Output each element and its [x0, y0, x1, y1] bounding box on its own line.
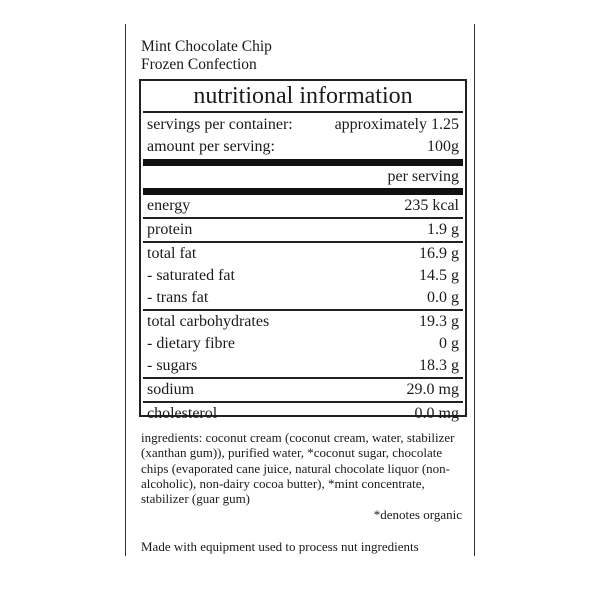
nutrient-label: - dietary fibre	[147, 335, 235, 352]
nutrient-label: cholesterol	[147, 405, 218, 422]
ingredients-list: ingredients: coconut cream (coconut cream, water, stabilizer (xanthan gum)), purified water, *coconut sugar, chocolate chips (evaporated cane juice, natural chocolate liquor (non-alcoholic), non-dairy cocoa butter), *mint concentrate, stabilizer (guar gum)	[141, 430, 455, 507]
nutrient-row-saturated-fat	[147, 265, 459, 287]
amount-per-serving-row	[147, 136, 459, 158]
nutrient-row-total-fat	[147, 243, 459, 265]
nutrient-label: - sugars	[147, 357, 198, 374]
amount-per-serving-label: amount per serving:	[147, 138, 275, 155]
column-header-section	[147, 166, 459, 188]
divider-thick	[143, 188, 463, 195]
nutrient-value: 0 g	[439, 335, 459, 352]
nutrient-value: 1.9 g	[427, 221, 459, 238]
nutrition-facts-panel	[139, 79, 467, 422]
servings-per-container-label: servings per container:	[147, 116, 293, 133]
nutrient-row-dietary-fibre	[147, 333, 459, 355]
nutrient-row-sodium	[147, 379, 459, 401]
nutrient-label: - saturated fat	[147, 267, 235, 284]
nutrient-label: total carbohydrates	[147, 313, 270, 330]
cholesterol-section	[147, 403, 459, 425]
nutrient-value: 16.9 g	[419, 245, 459, 262]
organic-note: *denotes organic	[373, 507, 462, 522]
nutrient-row-total-carbohydrates	[147, 311, 459, 333]
nutrient-row-sugars	[147, 355, 459, 377]
left-border-rule	[125, 24, 126, 556]
nutrient-value: 19.3 g	[419, 313, 459, 330]
right-border-rule	[474, 24, 475, 556]
nutrient-label: total fat	[147, 245, 197, 262]
servings-per-container-value: approximately 1.25	[334, 116, 459, 133]
product-subtitle: Frozen Confection	[141, 56, 257, 73]
nutrient-label: protein	[147, 221, 193, 238]
product-heading	[141, 38, 272, 74]
nutrient-label: - trans fat	[147, 289, 209, 306]
allergen-statement: Made with equipment used to process nut ingredients	[141, 539, 419, 554]
sodium-section	[147, 379, 459, 401]
carbohydrate-section	[147, 311, 459, 377]
panel-title: nutritional information	[193, 83, 413, 109]
divider-thick	[143, 159, 463, 166]
nutrient-row-trans-fat	[147, 287, 459, 309]
nutrient-value: 29.0 mg	[406, 381, 459, 398]
protein-section	[147, 219, 459, 241]
energy-section	[147, 195, 459, 217]
nutrient-value: 14.5 g	[419, 267, 459, 284]
nutrient-row-protein	[147, 219, 459, 241]
nutrient-label: energy	[147, 197, 191, 214]
nutrient-row-energy	[147, 195, 459, 217]
nutrient-value: 0.0 g	[427, 289, 459, 306]
servings-per-container-row	[147, 114, 459, 136]
product-name: Mint Chocolate Chip	[141, 38, 272, 55]
column-header-row	[147, 166, 459, 188]
nutrient-label: sodium	[147, 381, 195, 398]
fat-section	[147, 243, 459, 309]
nutrient-value: 235 kcal	[404, 197, 459, 214]
nutrient-value: 0.0 mg	[414, 405, 459, 422]
amount-per-serving-value: 100g	[427, 138, 459, 155]
nutrient-row-cholesterol	[147, 403, 459, 425]
per-serving-header: per serving	[387, 168, 459, 185]
nutrient-value: 18.3 g	[419, 357, 459, 374]
serving-info	[147, 113, 459, 159]
